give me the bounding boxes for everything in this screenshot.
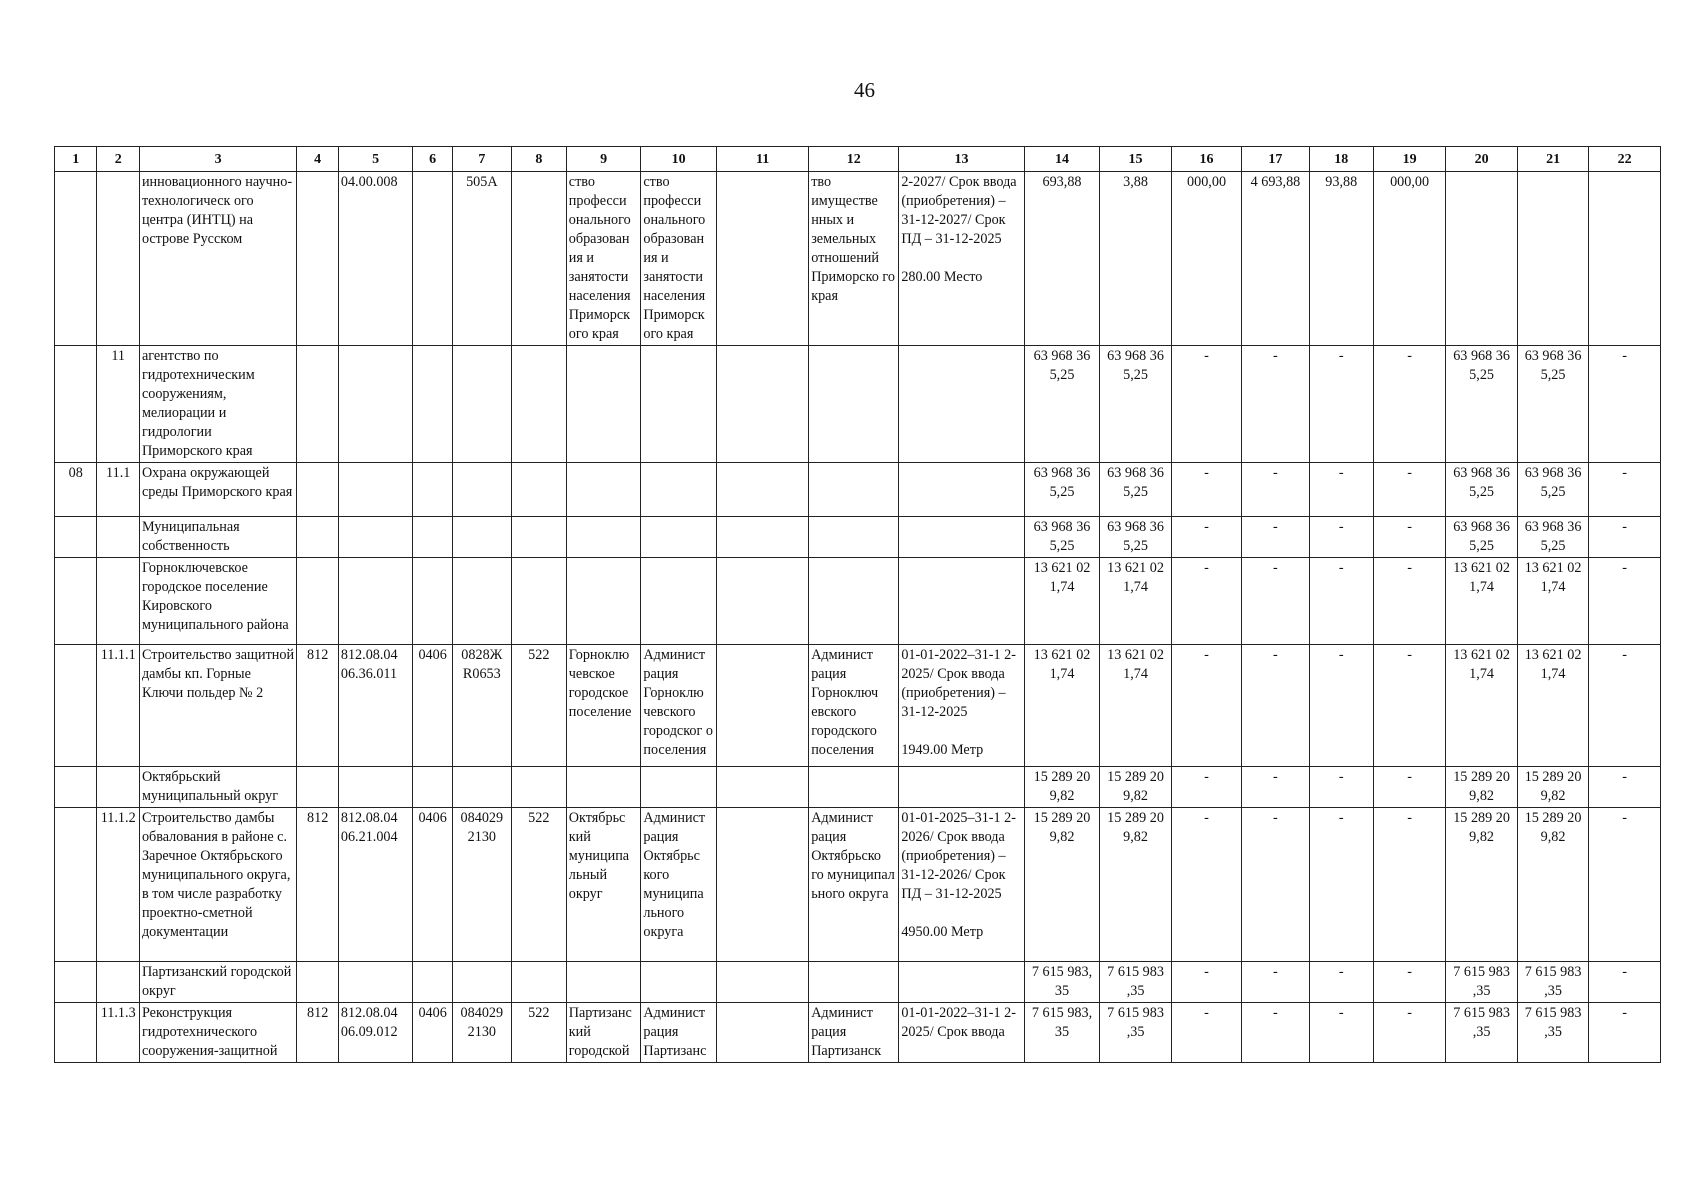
cell-col-6 — [413, 346, 452, 463]
cell-col-15: 13 621 02 1,74 — [1100, 558, 1171, 645]
page-number: 46 — [854, 78, 875, 102]
cell-col-3: Горноключевское городское поселение Кировского муниципального района — [139, 558, 296, 645]
cell-col-18: - — [1309, 1003, 1373, 1063]
cell-col-17: - — [1242, 463, 1309, 517]
column-header-17: 17 — [1242, 147, 1309, 172]
cell-col-13 — [899, 346, 1024, 463]
cell-col-2: 11.1.3 — [97, 1003, 139, 1063]
cell-col-16: - — [1171, 962, 1241, 1003]
cell-col-4 — [297, 962, 338, 1003]
cell-col-21 — [1517, 172, 1588, 346]
cell-col-6 — [413, 767, 452, 808]
table-body — [55, 172, 1661, 1063]
cell-col-17: 4 693,88 — [1242, 172, 1309, 346]
cell-col-2: 11 — [97, 346, 139, 463]
cell-col-8: 522 — [511, 1003, 566, 1063]
cell-col-11 — [716, 558, 808, 645]
cell-col-2: 11.1 — [97, 463, 139, 517]
cell-col-11 — [716, 172, 808, 346]
cell-col-16: - — [1171, 558, 1241, 645]
cell-col-3: Строительство дамбы обвалования в районе с. Заречное Октябрьского муниципального округа, в том числе разработку проектно-сметной документации — [139, 808, 296, 962]
table-row — [55, 517, 1661, 558]
cell-col-17: - — [1242, 962, 1309, 1003]
cell-col-7: 0828Ж R0653 — [452, 645, 511, 767]
cell-col-22: - — [1589, 558, 1661, 645]
cell-col-10 — [641, 346, 717, 463]
cell-col-13: 01-01-2022–31-1 2-2025/ Срок ввода (приобретения) – 31-12-2025 1949.00 Метр — [899, 645, 1024, 767]
cell-col-16: - — [1171, 808, 1241, 962]
cell-col-7 — [452, 517, 511, 558]
cell-col-12: Админист рация Октябрьско го муниципал ьного округа — [809, 808, 899, 962]
cell-col-20: 7 615 983 ,35 — [1446, 962, 1517, 1003]
cell-col-10: Админист рация Горноклю чевского городског о поселения — [641, 645, 717, 767]
cell-col-14: 693,88 — [1024, 172, 1100, 346]
cell-col-8 — [511, 463, 566, 517]
cell-col-4 — [297, 463, 338, 517]
cell-col-5 — [338, 558, 413, 645]
cell-col-15: 3,88 — [1100, 172, 1171, 346]
cell-col-3: агентство по гидротехническим сооружениям, мелиорации и гидрологии Приморского края — [139, 346, 296, 463]
column-header-5: 5 — [338, 147, 413, 172]
cell-col-11 — [716, 463, 808, 517]
cell-col-9: ство професси онального образован ия и занятости населения Приморск ого края — [566, 172, 641, 346]
cell-col-6 — [413, 517, 452, 558]
cell-col-13: 01-01-2022–31-1 2-2025/ Срок ввода — [899, 1003, 1024, 1063]
cell-col-19: - — [1373, 962, 1446, 1003]
cell-col-8 — [511, 346, 566, 463]
cell-col-18: - — [1309, 645, 1373, 767]
table-row — [55, 808, 1661, 962]
cell-col-11 — [716, 346, 808, 463]
cell-col-7 — [452, 558, 511, 645]
cell-col-14: 13 621 02 1,74 — [1024, 558, 1100, 645]
column-header-16: 16 — [1171, 147, 1241, 172]
cell-col-5: 04.00.008 — [338, 172, 413, 346]
column-header-7: 7 — [452, 147, 511, 172]
cell-col-12 — [809, 517, 899, 558]
cell-col-21: 7 615 983 ,35 — [1517, 1003, 1588, 1063]
cell-col-1 — [55, 808, 97, 962]
cell-col-16: - — [1171, 346, 1241, 463]
cell-col-18: - — [1309, 767, 1373, 808]
cell-col-22 — [1589, 172, 1661, 346]
cell-col-17: - — [1242, 558, 1309, 645]
cell-col-14: 15 289 20 9,82 — [1024, 808, 1100, 962]
cell-col-4 — [297, 558, 338, 645]
cell-col-17: - — [1242, 767, 1309, 808]
cell-col-2 — [97, 517, 139, 558]
cell-col-8 — [511, 767, 566, 808]
cell-col-19: - — [1373, 1003, 1446, 1063]
cell-col-6 — [413, 463, 452, 517]
cell-col-20: 15 289 20 9,82 — [1446, 808, 1517, 962]
cell-col-5: 812.08.04 06.21.004 — [338, 808, 413, 962]
cell-col-17: - — [1242, 346, 1309, 463]
cell-col-1: 08 — [55, 463, 97, 517]
cell-col-2 — [97, 962, 139, 1003]
cell-col-20: 63 968 36 5,25 — [1446, 346, 1517, 463]
cell-col-9 — [566, 767, 641, 808]
cell-col-22: - — [1589, 645, 1661, 767]
column-header-22: 22 — [1589, 147, 1661, 172]
cell-col-22: - — [1589, 463, 1661, 517]
cell-col-13: 2-2027/ Срок ввода (приобретения) – 31-12-2027/ Срок ПД – 31-12-2025 280.00 Место — [899, 172, 1024, 346]
cell-col-8 — [511, 962, 566, 1003]
cell-col-15: 13 621 02 1,74 — [1100, 645, 1171, 767]
cell-col-14: 15 289 20 9,82 — [1024, 767, 1100, 808]
cell-col-19: - — [1373, 517, 1446, 558]
cell-col-3: Партизанский городской округ — [139, 962, 296, 1003]
cell-col-19: - — [1373, 346, 1446, 463]
cell-col-6: 0406 — [413, 808, 452, 962]
cell-col-1 — [55, 558, 97, 645]
cell-col-22: - — [1589, 808, 1661, 962]
cell-col-1 — [55, 645, 97, 767]
column-header-12: 12 — [809, 147, 899, 172]
cell-col-10: Админист рация Октябрьс кого муниципа льного округа — [641, 808, 717, 962]
cell-col-1 — [55, 767, 97, 808]
column-header-2: 2 — [97, 147, 139, 172]
cell-col-9 — [566, 346, 641, 463]
cell-col-14: 7 615 983, 35 — [1024, 962, 1100, 1003]
cell-col-6 — [413, 172, 452, 346]
cell-col-16: - — [1171, 767, 1241, 808]
cell-col-13 — [899, 767, 1024, 808]
cell-col-11 — [716, 962, 808, 1003]
cell-col-19: - — [1373, 767, 1446, 808]
cell-col-12: Админист рация Горноключ евского городского поселения — [809, 645, 899, 767]
cell-col-5: 812.08.04 06.36.011 — [338, 645, 413, 767]
cell-col-21: 7 615 983 ,35 — [1517, 962, 1588, 1003]
cell-col-10 — [641, 767, 717, 808]
cell-col-8: 522 — [511, 808, 566, 962]
cell-col-1 — [55, 962, 97, 1003]
cell-col-14: 63 968 36 5,25 — [1024, 517, 1100, 558]
cell-col-22: - — [1589, 962, 1661, 1003]
column-header-13: 13 — [899, 147, 1024, 172]
cell-col-5 — [338, 463, 413, 517]
cell-col-21: 13 621 02 1,74 — [1517, 645, 1588, 767]
cell-col-3: Октябрьский муниципальный округ — [139, 767, 296, 808]
cell-col-21: 63 968 36 5,25 — [1517, 517, 1588, 558]
cell-col-6: 0406 — [413, 645, 452, 767]
cell-col-19: - — [1373, 463, 1446, 517]
cell-col-20 — [1446, 172, 1517, 346]
cell-col-15: 63 968 36 5,25 — [1100, 463, 1171, 517]
cell-col-1 — [55, 172, 97, 346]
cell-col-1 — [55, 1003, 97, 1063]
budget-table — [54, 146, 1661, 1063]
cell-col-12 — [809, 962, 899, 1003]
cell-col-18: - — [1309, 962, 1373, 1003]
cell-col-14: 7 615 983, 35 — [1024, 1003, 1100, 1063]
column-header-6: 6 — [413, 147, 452, 172]
cell-col-13 — [899, 962, 1024, 1003]
cell-col-18: 93,88 — [1309, 172, 1373, 346]
cell-col-10 — [641, 558, 717, 645]
column-header-15: 15 — [1100, 147, 1171, 172]
cell-col-15: 7 615 983 ,35 — [1100, 962, 1171, 1003]
cell-col-15: 63 968 36 5,25 — [1100, 517, 1171, 558]
column-header-3: 3 — [139, 147, 296, 172]
table-row — [55, 463, 1661, 517]
cell-col-21: 15 289 20 9,82 — [1517, 767, 1588, 808]
cell-col-20: 63 968 36 5,25 — [1446, 517, 1517, 558]
cell-col-4: 812 — [297, 1003, 338, 1063]
cell-col-4 — [297, 517, 338, 558]
cell-col-1 — [55, 517, 97, 558]
cell-col-19: 000,00 — [1373, 172, 1446, 346]
cell-col-17: - — [1242, 517, 1309, 558]
cell-col-4 — [297, 346, 338, 463]
cell-col-9 — [566, 962, 641, 1003]
cell-col-12 — [809, 346, 899, 463]
column-header-4: 4 — [297, 147, 338, 172]
cell-col-12: тво имуществе нных и земельных отношений Приморско го края — [809, 172, 899, 346]
cell-col-9 — [566, 517, 641, 558]
column-header-8: 8 — [511, 147, 566, 172]
cell-col-4: 812 — [297, 808, 338, 962]
cell-col-12: Админист рация Партизанск — [809, 1003, 899, 1063]
table-row — [55, 172, 1661, 346]
cell-col-13 — [899, 558, 1024, 645]
cell-col-16: 000,00 — [1171, 172, 1241, 346]
cell-col-11 — [716, 1003, 808, 1063]
cell-col-20: 63 968 36 5,25 — [1446, 463, 1517, 517]
cell-col-21: 63 968 36 5,25 — [1517, 346, 1588, 463]
cell-col-11 — [716, 645, 808, 767]
cell-col-20: 13 621 02 1,74 — [1446, 645, 1517, 767]
cell-col-12 — [809, 767, 899, 808]
cell-col-16: - — [1171, 463, 1241, 517]
column-header-14: 14 — [1024, 147, 1100, 172]
column-header-11: 11 — [716, 147, 808, 172]
cell-col-17: - — [1242, 645, 1309, 767]
cell-col-2 — [97, 172, 139, 346]
table-row — [55, 767, 1661, 808]
cell-col-21: 13 621 02 1,74 — [1517, 558, 1588, 645]
cell-col-5 — [338, 767, 413, 808]
cell-col-17: - — [1242, 808, 1309, 962]
cell-col-22: - — [1589, 1003, 1661, 1063]
cell-col-12 — [809, 463, 899, 517]
cell-col-6: 0406 — [413, 1003, 452, 1063]
cell-col-7 — [452, 463, 511, 517]
table-row — [55, 346, 1661, 463]
cell-col-15: 7 615 983 ,35 — [1100, 1003, 1171, 1063]
cell-col-12 — [809, 558, 899, 645]
cell-col-2: 11.1.1 — [97, 645, 139, 767]
cell-col-4 — [297, 767, 338, 808]
header-row — [55, 147, 1661, 172]
cell-col-20: 7 615 983 ,35 — [1446, 1003, 1517, 1063]
cell-col-2 — [97, 767, 139, 808]
column-header-18: 18 — [1309, 147, 1373, 172]
cell-col-7: 084029 2130 — [452, 1003, 511, 1063]
cell-col-5 — [338, 517, 413, 558]
column-header-9: 9 — [566, 147, 641, 172]
cell-col-5 — [338, 346, 413, 463]
cell-col-9: Партизанс кий городской — [566, 1003, 641, 1063]
cell-col-21: 63 968 36 5,25 — [1517, 463, 1588, 517]
cell-col-15: 15 289 20 9,82 — [1100, 808, 1171, 962]
cell-col-8 — [511, 558, 566, 645]
cell-col-18: - — [1309, 517, 1373, 558]
cell-col-14: 63 968 36 5,25 — [1024, 346, 1100, 463]
cell-col-15: 63 968 36 5,25 — [1100, 346, 1171, 463]
cell-col-10: ство професси онального образован ия и занятости населения Приморск ого края — [641, 172, 717, 346]
cell-col-21: 15 289 20 9,82 — [1517, 808, 1588, 962]
cell-col-7 — [452, 962, 511, 1003]
cell-col-22: - — [1589, 517, 1661, 558]
cell-col-7: 084029 2130 — [452, 808, 511, 962]
cell-col-3: инновационного научно-технологическ ого центра (ИНТЦ) на острове Русском — [139, 172, 296, 346]
cell-col-14: 63 968 36 5,25 — [1024, 463, 1100, 517]
cell-col-18: - — [1309, 808, 1373, 962]
cell-col-9: Горноклю чевское городское поселение — [566, 645, 641, 767]
cell-col-17: - — [1242, 1003, 1309, 1063]
cell-col-16: - — [1171, 517, 1241, 558]
column-header-21: 21 — [1517, 147, 1588, 172]
cell-col-19: - — [1373, 808, 1446, 962]
cell-col-3: Реконструкция гидротехнического сооружения-защитной — [139, 1003, 296, 1063]
table-row — [55, 645, 1661, 767]
cell-col-18: - — [1309, 558, 1373, 645]
cell-col-6 — [413, 558, 452, 645]
cell-col-10: Админист рация Партизанс — [641, 1003, 717, 1063]
cell-col-8: 522 — [511, 645, 566, 767]
column-header-19: 19 — [1373, 147, 1446, 172]
cell-col-9 — [566, 558, 641, 645]
cell-col-7 — [452, 346, 511, 463]
cell-col-3: Строительство защитной дамбы кп. Горные Ключи польдер № 2 — [139, 645, 296, 767]
column-header-20: 20 — [1446, 147, 1517, 172]
cell-col-4: 812 — [297, 645, 338, 767]
cell-col-9: Октябрьс кий муниципа льный округ — [566, 808, 641, 962]
cell-col-22: - — [1589, 767, 1661, 808]
table-row — [55, 962, 1661, 1003]
cell-col-11 — [716, 808, 808, 962]
cell-col-22: - — [1589, 346, 1661, 463]
cell-col-13 — [899, 463, 1024, 517]
cell-col-8 — [511, 172, 566, 346]
table-row — [55, 1003, 1661, 1063]
cell-col-3: Муниципальная собственность — [139, 517, 296, 558]
cell-col-9 — [566, 463, 641, 517]
cell-col-18: - — [1309, 463, 1373, 517]
cell-col-8 — [511, 517, 566, 558]
cell-col-13: 01-01-2025–31-1 2-2026/ Срок ввода (приобретения) – 31-12-2026/ Срок ПД – 31-12-2025 4950.00 Метр — [899, 808, 1024, 962]
column-header-1: 1 — [55, 147, 97, 172]
cell-col-16: - — [1171, 645, 1241, 767]
cell-col-1 — [55, 346, 97, 463]
cell-col-2 — [97, 558, 139, 645]
cell-col-10 — [641, 517, 717, 558]
cell-col-13 — [899, 517, 1024, 558]
cell-col-5: 812.08.04 06.09.012 — [338, 1003, 413, 1063]
cell-col-15: 15 289 20 9,82 — [1100, 767, 1171, 808]
cell-col-11 — [716, 767, 808, 808]
cell-col-6 — [413, 962, 452, 1003]
cell-col-14: 13 621 02 1,74 — [1024, 645, 1100, 767]
cell-col-16: - — [1171, 1003, 1241, 1063]
cell-col-19: - — [1373, 558, 1446, 645]
table-row — [55, 558, 1661, 645]
cell-col-19: - — [1373, 645, 1446, 767]
cell-col-20: 15 289 20 9,82 — [1446, 767, 1517, 808]
cell-col-4 — [297, 172, 338, 346]
cell-col-11 — [716, 517, 808, 558]
column-header-10: 10 — [641, 147, 717, 172]
cell-col-18: - — [1309, 346, 1373, 463]
cell-col-10 — [641, 962, 717, 1003]
cell-col-7 — [452, 767, 511, 808]
cell-col-10 — [641, 463, 717, 517]
cell-col-3: Охрана окружающей среды Приморского края — [139, 463, 296, 517]
cell-col-7: 505А — [452, 172, 511, 346]
cell-col-2: 11.1.2 — [97, 808, 139, 962]
cell-col-5 — [338, 962, 413, 1003]
cell-col-20: 13 621 02 1,74 — [1446, 558, 1517, 645]
